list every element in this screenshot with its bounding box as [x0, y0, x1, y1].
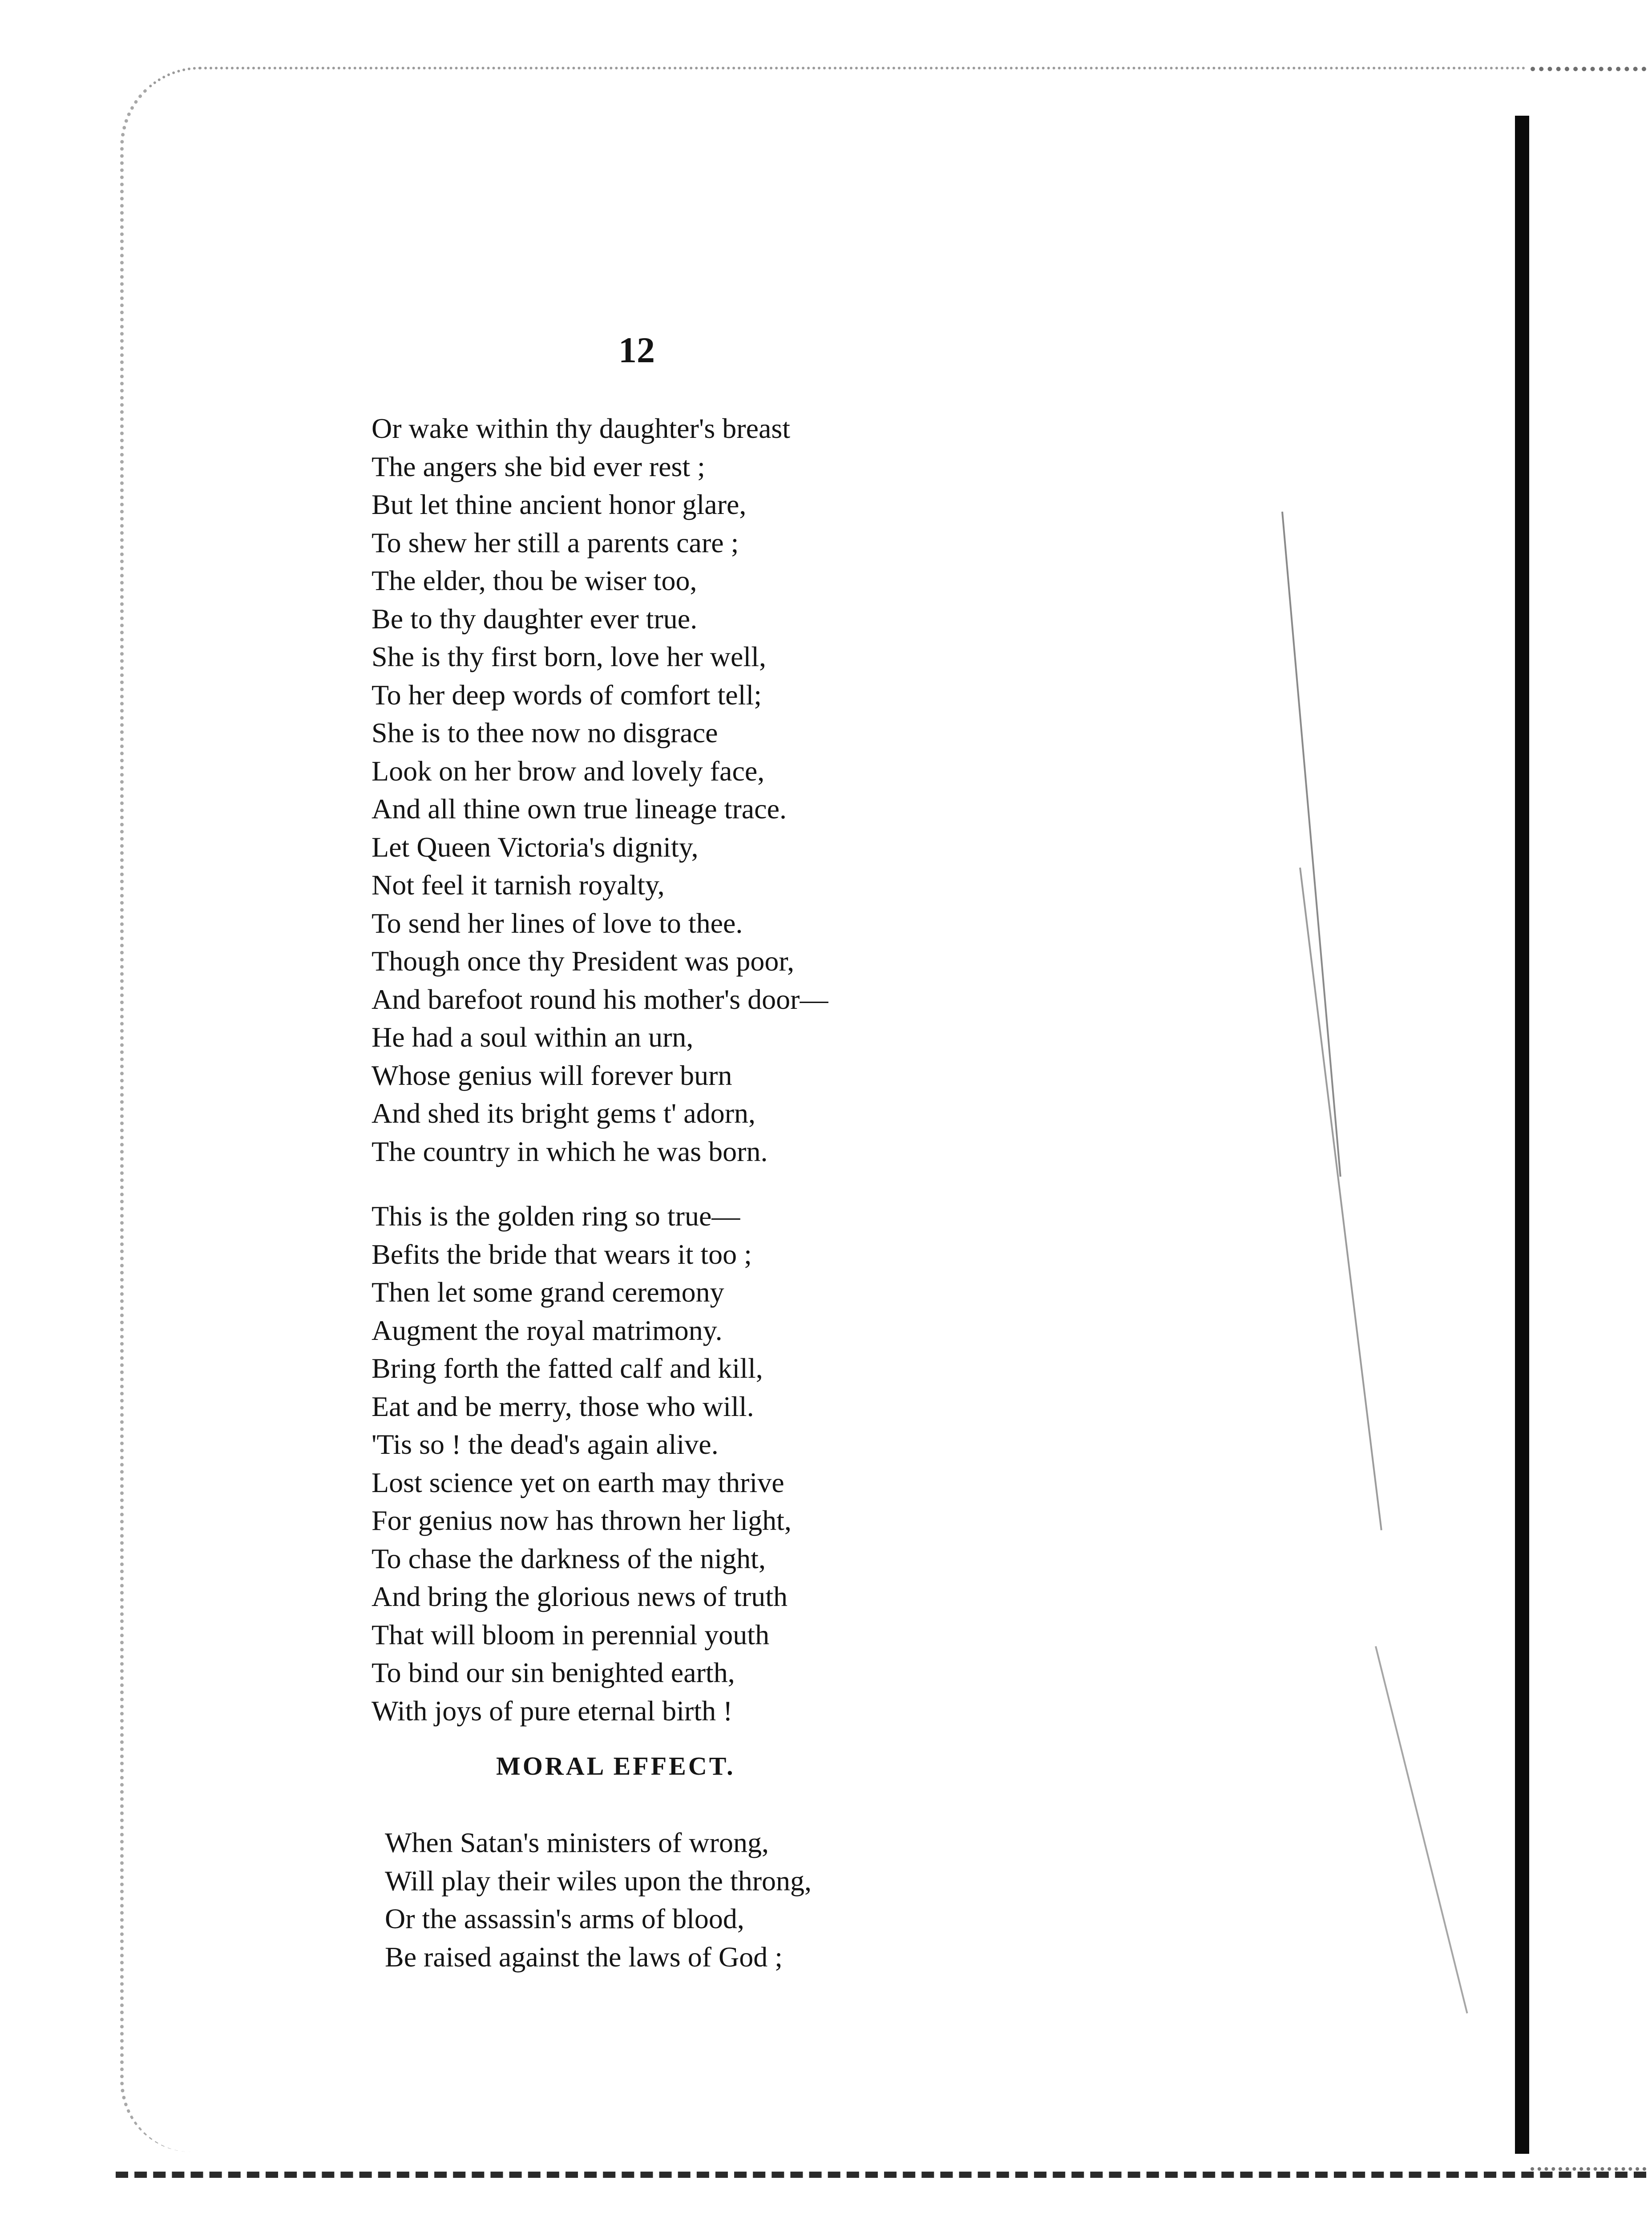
poem-line: For genius now has thrown her light, [372, 1505, 792, 1536]
poem-line: To bind our sin benighted earth, [372, 1657, 735, 1688]
bottom-page-edge-right [1531, 2167, 1646, 2171]
poem-line: The angers she bid ever rest ; [372, 450, 705, 482]
poem-line: She is to thee now no disgrace [372, 717, 718, 748]
poem-line: When Satan's ministers of wrong, [385, 1827, 769, 1858]
poem-line: Look on her brow and lovely face, [372, 755, 765, 787]
margin-speckle [1531, 67, 1646, 98]
poem-line: Eat and be merry, those who will. [372, 1390, 754, 1422]
poem-line: 'Tis so ! the dead's again alive. [372, 1428, 719, 1460]
poem-line: Lost science yet on earth may thrive [372, 1466, 784, 1498]
poem-line: Be raised against the laws of God ; [385, 1941, 783, 1973]
poem-line: Augment the royal matrimony. [372, 1314, 723, 1346]
section-heading: MORAL EFFECT. [496, 1752, 735, 1780]
poem-line: This is the golden ring so true— [372, 1200, 740, 1232]
poem-line: He had a soul within an urn, [372, 1021, 694, 1053]
stanza-3 [385, 1824, 812, 1976]
poem-line: Befits the bride that wears it too ; [372, 1238, 752, 1270]
poem-line: Or wake within thy daughter's breast [372, 413, 791, 444]
poem-line: To her deep words of comfort tell; [372, 679, 762, 711]
poem-line: Then let some grand ceremony [372, 1276, 724, 1308]
stanza-2 [372, 1197, 792, 1730]
stanza-1 [372, 409, 828, 1170]
poem-line: That will bloom in perennial youth [372, 1618, 770, 1651]
poem-line: The country in which he was born. [372, 1135, 768, 1167]
poem-line: Let Queen Victoria's dignity, [372, 831, 699, 863]
bottom-page-edge [116, 2172, 1646, 2178]
page-number: 12 [618, 330, 655, 370]
poem-line: Be to thy daughter ever true. [372, 603, 698, 635]
poem-line: Bring forth the fatted calf and kill, [372, 1352, 763, 1384]
poem-line: And barefoot round his mother's door— [372, 983, 828, 1015]
poem-line: She is thy first born, love her well, [372, 641, 766, 672]
poem-line: With joys of pure eternal birth ! [372, 1695, 733, 1727]
poem-line: Whose genius will forever burn [372, 1059, 732, 1091]
poem-line: To shew her still a parents care ; [372, 526, 739, 558]
poem-line: The elder, thou be wiser too, [372, 565, 697, 596]
poem-line: But let thine ancient honor glare, [372, 489, 747, 520]
poem-line: To chase the darkness of the night, [372, 1542, 766, 1574]
poem-line: Will play their wiles upon the throng, [385, 1865, 812, 1897]
poem-line: And all thine own true lineage trace. [372, 793, 787, 825]
poem-line: Not feel it tarnish royalty, [372, 869, 665, 901]
binding-edge [1515, 116, 1529, 2154]
poem-line: Though once thy President was poor, [372, 945, 795, 977]
poem-line: And shed its bright gems t' adorn, [372, 1097, 755, 1129]
poem-line: Or the assassin's arms of blood, [385, 1903, 744, 1934]
poem-line: To send her lines of love to thee. [372, 907, 743, 939]
poem-line: And bring the glorious news of truth [372, 1581, 788, 1612]
